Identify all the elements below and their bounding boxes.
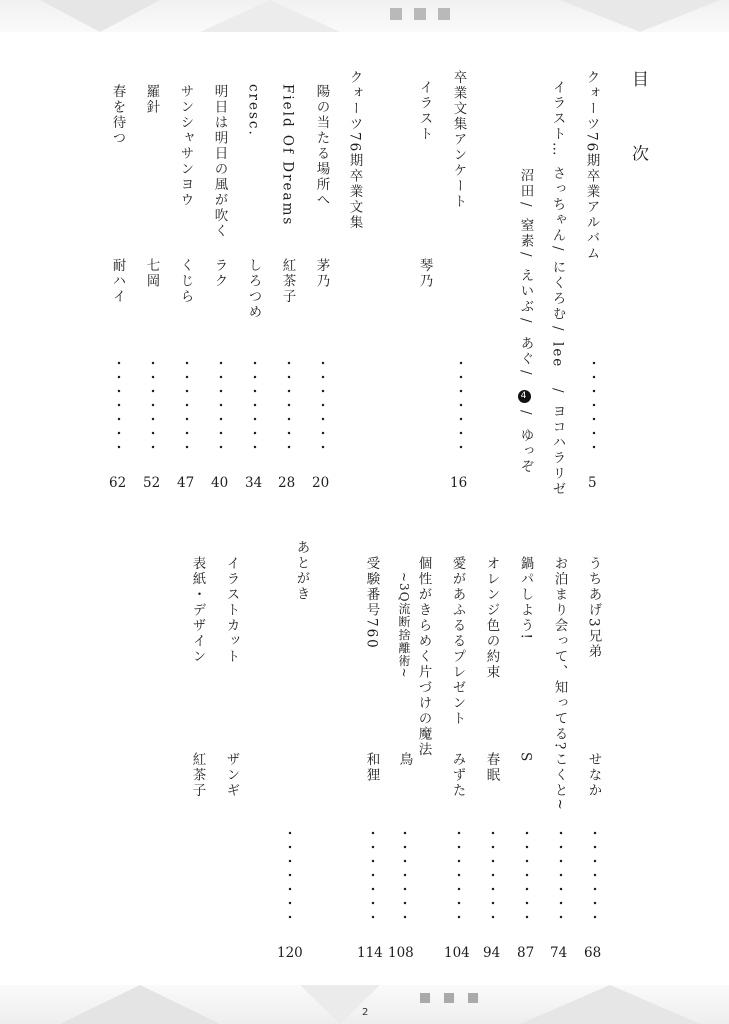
separator: / <box>549 388 566 395</box>
work-page: 20 <box>312 475 330 491</box>
leader-dots <box>287 356 291 452</box>
work-page: 34 <box>245 475 263 491</box>
illust-name: 窒素 <box>517 218 534 249</box>
work-subtitle: ~3Q流断捨離術~ <box>397 572 411 679</box>
work-author: 七岡 <box>143 258 160 289</box>
work-author: しろつめ <box>245 258 262 320</box>
illust-name: lee <box>549 342 566 369</box>
top-decoration-band <box>0 0 729 32</box>
work-author: こくと~ <box>551 752 568 812</box>
leader-dots <box>151 356 155 452</box>
section-bunshu-title: クォーツ76期卒業文集 <box>346 70 363 231</box>
section-survey-page: 16 <box>450 475 468 491</box>
section-album-page: 5 <box>588 475 597 491</box>
work-author: ラク <box>211 258 228 289</box>
work-title: 受験番号760 <box>363 556 380 650</box>
section-survey-title: 卒業文集アンケート <box>450 70 467 210</box>
work-page: 74 <box>550 945 568 961</box>
leader-dots <box>525 826 529 922</box>
leader-dots <box>371 826 375 922</box>
leader-dots <box>185 356 189 452</box>
work-page: 94 <box>483 945 501 961</box>
illust-name: さっちゃん <box>549 166 566 244</box>
leader-dots <box>459 356 463 452</box>
separator: / <box>517 202 534 209</box>
illust-title: イラスト <box>416 80 433 142</box>
work-page: 47 <box>177 475 195 491</box>
leader-dots <box>593 826 597 922</box>
work-author: S <box>517 752 534 764</box>
work-title: オレンジ色の約束 <box>483 556 500 680</box>
leader-dots <box>321 356 325 452</box>
illust-name: 沼田 <box>517 168 534 199</box>
work-title: cresc. <box>245 84 262 137</box>
work-title: 明日は明日の風が吹く <box>211 84 228 239</box>
work-page: 114 <box>357 945 383 961</box>
illust-name: えいぶ <box>517 268 534 315</box>
work-title: 個性がきらめく片づけの魔法 <box>415 556 432 758</box>
work-author: 耐ハイ <box>109 258 126 305</box>
leader-dots <box>219 356 223 452</box>
work-page: 40 <box>211 475 229 491</box>
work-title: 春を待つ <box>109 84 126 146</box>
credit-author: ザンギ <box>223 752 240 799</box>
leader-dots <box>491 826 495 922</box>
illust-name: ヨコハラリゼ <box>549 404 566 497</box>
credit-author: 紅茶子 <box>189 752 206 799</box>
illust-name: あぐ <box>517 336 534 367</box>
work-page: 52 <box>143 475 161 491</box>
separator: / <box>517 252 534 259</box>
leader-dots <box>592 356 596 452</box>
section-album-title: クォーツ76期卒業アルバム <box>583 70 600 262</box>
afterword-title: あとがき <box>293 540 310 602</box>
illust-name: にくろむ <box>549 260 566 322</box>
work-author: 和狸 <box>363 752 380 783</box>
circled-number-icon: 4 <box>517 388 531 405</box>
work-title: うちあげ3兄弟 <box>585 556 602 660</box>
work-author: 紅茶子 <box>279 258 296 305</box>
top-square-markers <box>390 8 450 20</box>
work-author: 春眠 <box>483 752 500 783</box>
work-title: 陽の当たる場所へ <box>313 84 330 208</box>
work-page: 28 <box>278 475 296 491</box>
credit-title: 表紙・デザイン <box>189 556 206 665</box>
work-title: Field Of Dreams <box>279 84 296 227</box>
leader-dots <box>117 356 121 452</box>
separator: / <box>517 410 534 417</box>
work-author: みずた <box>449 752 466 799</box>
leader-dots <box>559 826 563 922</box>
illust-name: ゆっぞ <box>517 428 534 475</box>
work-page: 87 <box>517 945 535 961</box>
separator: / <box>549 246 566 253</box>
work-page: 62 <box>109 475 127 491</box>
separator: / <box>517 370 534 377</box>
work-title: 羅針 <box>143 84 160 115</box>
toc-title: 目 次 <box>628 70 648 188</box>
work-title: お泊まり会って、知ってる? <box>551 556 568 752</box>
work-page: 108 <box>388 945 414 961</box>
leader-dots <box>457 826 461 922</box>
bottom-decoration-band <box>0 985 729 1024</box>
work-title: サンシャサンヨウ <box>177 84 194 208</box>
afterword-page: 120 <box>277 945 303 961</box>
work-page: 104 <box>444 945 470 961</box>
work-title: 愛があふるるプレゼント <box>449 556 466 727</box>
bottom-square-markers <box>420 993 478 1003</box>
work-author: せなか <box>585 752 602 799</box>
illust-label: イラスト… <box>549 80 566 158</box>
work-page: 68 <box>584 945 602 961</box>
work-author: 茅乃 <box>313 258 330 289</box>
work-title: 鍋パしよう! <box>517 556 534 641</box>
separator: / <box>549 326 566 333</box>
illust-author: 琴乃 <box>416 258 433 289</box>
page-number: 2 <box>362 1007 369 1018</box>
leader-dots <box>288 826 292 922</box>
separator: / <box>517 318 534 325</box>
leader-dots <box>253 356 257 452</box>
work-author: くじら <box>177 258 194 305</box>
work-author: 鳥 <box>396 752 413 768</box>
leader-dots <box>403 826 407 922</box>
credit-title: イラストカット <box>223 556 240 665</box>
